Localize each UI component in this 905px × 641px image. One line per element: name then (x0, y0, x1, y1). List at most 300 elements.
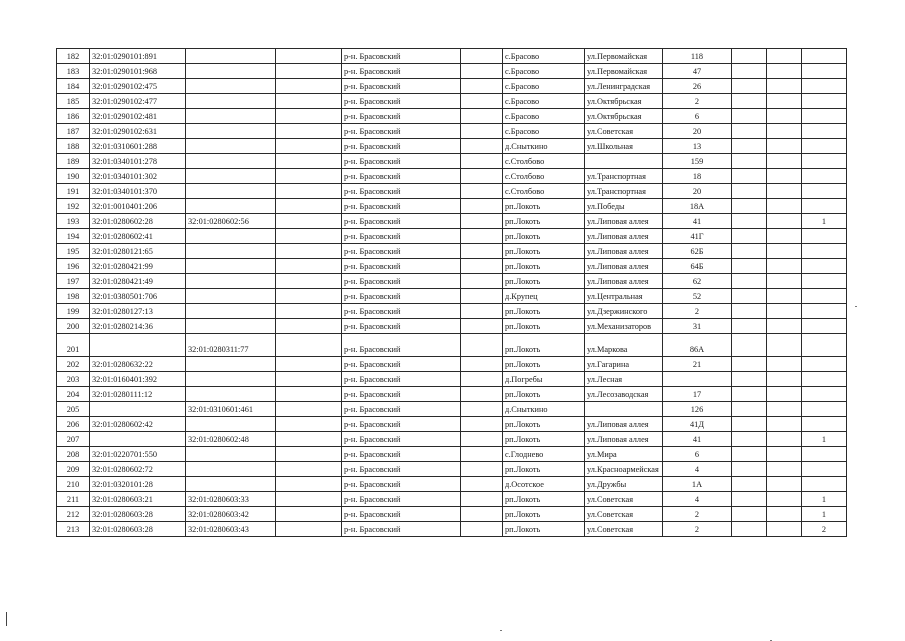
street: ул.Липовая аллея (585, 417, 663, 432)
empty-cell (276, 214, 342, 229)
settlement: д.Осотское (503, 477, 585, 492)
district: р-н. Брасовский (342, 199, 461, 214)
empty-cell (732, 304, 767, 319)
street: ул.Механизаторов (585, 319, 663, 334)
empty-cell (732, 402, 767, 417)
table-row (57, 522, 847, 537)
district: р-н. Брасовский (342, 184, 461, 199)
empty-cell (461, 139, 503, 154)
settlement: рп.Локоть (503, 229, 585, 244)
street: ул.Ленинградская (585, 79, 663, 94)
row-number: 211 (57, 492, 90, 507)
row-number: 202 (57, 357, 90, 372)
street: ул.Маркова (585, 334, 663, 357)
share-count (802, 124, 847, 139)
empty-cell (276, 64, 342, 79)
row-number: 183 (57, 64, 90, 79)
share-count (802, 244, 847, 259)
empty-cell (461, 357, 503, 372)
settlement: д.Сныткино (503, 402, 585, 417)
empty-cell (732, 79, 767, 94)
empty-cell (767, 402, 802, 417)
related-cadastral-number (186, 79, 276, 94)
empty-cell (461, 94, 503, 109)
empty-cell (732, 477, 767, 492)
empty-cell (767, 199, 802, 214)
house-number: 41 (663, 214, 732, 229)
share-count (802, 304, 847, 319)
related-cadastral-number (186, 259, 276, 274)
settlement: с.Столбово (503, 154, 585, 169)
cadastral-number: 32:01:0380501:706 (90, 289, 186, 304)
share-count (802, 387, 847, 402)
cadastral-number: 32:01:0280111:12 (90, 387, 186, 402)
related-cadastral-number: 32:01:0280603:43 (186, 522, 276, 537)
house-number: 41 (663, 432, 732, 447)
empty-cell (276, 154, 342, 169)
table-row (57, 49, 847, 64)
table-row (57, 372, 847, 387)
settlement: рп.Локоть (503, 199, 585, 214)
empty-cell (276, 274, 342, 289)
street: ул.Октябрьская (585, 94, 663, 109)
related-cadastral-number (186, 357, 276, 372)
document-sheet (56, 48, 846, 537)
cadastral-number: 32:01:0280603:28 (90, 507, 186, 522)
empty-cell (767, 477, 802, 492)
row-number: 184 (57, 79, 90, 94)
table-row (57, 124, 847, 139)
settlement: рп.Локоть (503, 334, 585, 357)
empty-cell (767, 417, 802, 432)
table-row (57, 357, 847, 372)
share-count (802, 64, 847, 79)
district: р-н. Брасовский (342, 387, 461, 402)
empty-cell (767, 289, 802, 304)
empty-cell (276, 357, 342, 372)
row-number: 205 (57, 402, 90, 417)
street: ул.Мира (585, 447, 663, 462)
share-count (802, 334, 847, 357)
house-number: 17 (663, 387, 732, 402)
district: р-н. Брасовский (342, 49, 461, 64)
house-number: 118 (663, 49, 732, 64)
related-cadastral-number (186, 94, 276, 109)
house-number: 62 (663, 274, 732, 289)
empty-cell (276, 477, 342, 492)
empty-cell (461, 49, 503, 64)
settlement: рп.Локоть (503, 274, 585, 289)
empty-cell (767, 184, 802, 199)
margin-mark (6, 612, 7, 626)
empty-cell (461, 319, 503, 334)
district: р-н. Брасовский (342, 109, 461, 124)
row-number: 210 (57, 477, 90, 492)
empty-cell (732, 522, 767, 537)
row-number: 182 (57, 49, 90, 64)
share-count (802, 259, 847, 274)
empty-cell (461, 79, 503, 94)
settlement: с.Брасово (503, 124, 585, 139)
district: р-н. Брасовский (342, 477, 461, 492)
settlement: с.Брасово (503, 94, 585, 109)
empty-cell (461, 214, 503, 229)
table-row (57, 169, 847, 184)
empty-cell (276, 199, 342, 214)
district: р-н. Брасовский (342, 139, 461, 154)
empty-cell (767, 124, 802, 139)
house-number: 13 (663, 139, 732, 154)
empty-cell (461, 402, 503, 417)
district: р-н. Брасовский (342, 372, 461, 387)
empty-cell (461, 432, 503, 447)
table-row (57, 492, 847, 507)
empty-cell (767, 522, 802, 537)
table-row (57, 79, 847, 94)
table-row (57, 184, 847, 199)
related-cadastral-number (186, 64, 276, 79)
district: р-н. Брасовский (342, 357, 461, 372)
related-cadastral-number (186, 184, 276, 199)
cadastral-number: 32:01:0290102:481 (90, 109, 186, 124)
empty-cell (732, 372, 767, 387)
empty-cell (732, 199, 767, 214)
street (585, 402, 663, 417)
cadastral-number: 32:01:0280603:28 (90, 522, 186, 537)
empty-cell (461, 447, 503, 462)
house-number: 21 (663, 357, 732, 372)
district: р-н. Брасовский (342, 402, 461, 417)
row-number: 203 (57, 372, 90, 387)
settlement: д.Сныткино (503, 139, 585, 154)
row-number: 185 (57, 94, 90, 109)
house-number: 20 (663, 124, 732, 139)
row-number: 194 (57, 229, 90, 244)
house-number: 20 (663, 184, 732, 199)
property-table (56, 48, 847, 537)
share-count (802, 372, 847, 387)
house-number: 31 (663, 319, 732, 334)
street: ул.Липовая аллея (585, 244, 663, 259)
settlement: с.Столбово (503, 169, 585, 184)
empty-cell (732, 274, 767, 289)
table-row (57, 229, 847, 244)
street: ул.Советская (585, 492, 663, 507)
settlement: рп.Локоть (503, 507, 585, 522)
empty-cell (461, 274, 503, 289)
share-count (802, 169, 847, 184)
cadastral-number: 32:01:0290102:475 (90, 79, 186, 94)
settlement: д.Крупец (503, 289, 585, 304)
empty-cell (276, 492, 342, 507)
row-number: 207 (57, 432, 90, 447)
district: р-н. Брасовский (342, 522, 461, 537)
empty-cell (276, 417, 342, 432)
row-number: 201 (57, 334, 90, 357)
row-number: 212 (57, 507, 90, 522)
settlement: д.Погребы (503, 372, 585, 387)
empty-cell (767, 447, 802, 462)
district: р-н. Брасовский (342, 94, 461, 109)
row-number: 190 (57, 169, 90, 184)
settlement: рп.Локоть (503, 387, 585, 402)
empty-cell (767, 334, 802, 357)
table-row (57, 274, 847, 289)
empty-cell (461, 492, 503, 507)
row-number: 191 (57, 184, 90, 199)
table-row (57, 417, 847, 432)
house-number: 4 (663, 462, 732, 477)
settlement: рп.Локоть (503, 357, 585, 372)
empty-cell (732, 289, 767, 304)
share-count (802, 289, 847, 304)
share-count: 1 (802, 214, 847, 229)
empty-cell (767, 274, 802, 289)
empty-cell (767, 492, 802, 507)
district: р-н. Брасовский (342, 259, 461, 274)
empty-cell (276, 304, 342, 319)
scan-speck (500, 630, 502, 631)
house-number: 1А (663, 477, 732, 492)
related-cadastral-number (186, 387, 276, 402)
empty-cell (732, 417, 767, 432)
related-cadastral-number (186, 139, 276, 154)
cadastral-number: 32:01:0280602:72 (90, 462, 186, 477)
cadastral-number: 32:01:0280632:22 (90, 357, 186, 372)
table-row (57, 402, 847, 417)
table-row (57, 477, 847, 492)
cadastral-number: 32:01:0010401:206 (90, 199, 186, 214)
district: р-н. Брасовский (342, 274, 461, 289)
street (585, 154, 663, 169)
settlement: рп.Локоть (503, 462, 585, 477)
empty-cell (461, 244, 503, 259)
cadastral-number (90, 334, 186, 357)
empty-cell (461, 289, 503, 304)
empty-cell (461, 304, 503, 319)
table-row (57, 244, 847, 259)
district: р-н. Брасовский (342, 507, 461, 522)
table-row (57, 319, 847, 334)
empty-cell (276, 462, 342, 477)
table-row (57, 199, 847, 214)
empty-cell (767, 432, 802, 447)
empty-cell (767, 154, 802, 169)
district: р-н. Брасовский (342, 432, 461, 447)
related-cadastral-number (186, 169, 276, 184)
street: ул.Липовая аллея (585, 259, 663, 274)
street: ул.Центральная (585, 289, 663, 304)
street: ул.Липовая аллея (585, 432, 663, 447)
district: р-н. Брасовский (342, 244, 461, 259)
settlement: рп.Локоть (503, 522, 585, 537)
empty-cell (461, 124, 503, 139)
settlement: рп.Локоть (503, 492, 585, 507)
table-row (57, 109, 847, 124)
related-cadastral-number (186, 417, 276, 432)
related-cadastral-number (186, 319, 276, 334)
empty-cell (732, 319, 767, 334)
related-cadastral-number (186, 462, 276, 477)
street: ул.Липовая аллея (585, 274, 663, 289)
empty-cell (732, 447, 767, 462)
table-row (57, 334, 847, 357)
share-count (802, 49, 847, 64)
cadastral-number: 32:01:0340101:278 (90, 154, 186, 169)
row-number: 196 (57, 259, 90, 274)
empty-cell (276, 49, 342, 64)
table-row (57, 507, 847, 522)
street: ул.Лесозаводская (585, 387, 663, 402)
related-cadastral-number (186, 109, 276, 124)
empty-cell (767, 49, 802, 64)
related-cadastral-number (186, 154, 276, 169)
house-number: 159 (663, 154, 732, 169)
empty-cell (767, 259, 802, 274)
related-cadastral-number (186, 244, 276, 259)
empty-cell (732, 94, 767, 109)
cadastral-number: 32:01:0290101:891 (90, 49, 186, 64)
empty-cell (732, 229, 767, 244)
district: р-н. Брасовский (342, 214, 461, 229)
empty-cell (732, 387, 767, 402)
settlement: с.Брасово (503, 64, 585, 79)
empty-cell (767, 304, 802, 319)
empty-cell (461, 522, 503, 537)
district: р-н. Брасовский (342, 124, 461, 139)
table-row (57, 304, 847, 319)
district: р-н. Брасовский (342, 492, 461, 507)
street: ул.Гагарина (585, 357, 663, 372)
street: ул.Лесная (585, 372, 663, 387)
cadastral-number: 32:01:0220701:550 (90, 447, 186, 462)
settlement: рп.Локоть (503, 259, 585, 274)
empty-cell (276, 522, 342, 537)
empty-cell (732, 214, 767, 229)
row-number: 208 (57, 447, 90, 462)
empty-cell (767, 387, 802, 402)
share-count (802, 274, 847, 289)
empty-cell (732, 357, 767, 372)
share-count: 1 (802, 432, 847, 447)
street: ул.Октябрьская (585, 109, 663, 124)
empty-cell (461, 154, 503, 169)
empty-cell (767, 214, 802, 229)
table-row (57, 289, 847, 304)
empty-cell (767, 319, 802, 334)
empty-cell (732, 64, 767, 79)
empty-cell (276, 372, 342, 387)
related-cadastral-number (186, 49, 276, 64)
empty-cell (767, 244, 802, 259)
row-number: 187 (57, 124, 90, 139)
related-cadastral-number (186, 274, 276, 289)
table-body (57, 49, 847, 537)
district: р-н. Брасовский (342, 462, 461, 477)
street: ул.Советская (585, 124, 663, 139)
house-number: 18 (663, 169, 732, 184)
empty-cell (276, 387, 342, 402)
empty-cell (767, 64, 802, 79)
row-number: 206 (57, 417, 90, 432)
empty-cell (276, 244, 342, 259)
settlement: рп.Локоть (503, 432, 585, 447)
settlement: рп.Локоть (503, 214, 585, 229)
empty-cell (732, 259, 767, 274)
empty-cell (276, 124, 342, 139)
house-number: 26 (663, 79, 732, 94)
table-row (57, 462, 847, 477)
empty-cell (732, 432, 767, 447)
empty-cell (767, 79, 802, 94)
row-number: 193 (57, 214, 90, 229)
empty-cell (276, 259, 342, 274)
row-number: 199 (57, 304, 90, 319)
empty-cell (732, 154, 767, 169)
cadastral-number: 32:01:0280121:65 (90, 244, 186, 259)
empty-cell (461, 199, 503, 214)
cadastral-number: 32:01:0290102:631 (90, 124, 186, 139)
empty-cell (276, 169, 342, 184)
empty-cell (732, 184, 767, 199)
settlement: рп.Локоть (503, 244, 585, 259)
row-number: 213 (57, 522, 90, 537)
related-cadastral-number: 32:01:0280602:48 (186, 432, 276, 447)
share-count: 1 (802, 492, 847, 507)
empty-cell (767, 357, 802, 372)
row-number: 195 (57, 244, 90, 259)
scan-speck (855, 306, 857, 307)
cadastral-number: 32:01:0280602:28 (90, 214, 186, 229)
house-number: 47 (663, 64, 732, 79)
empty-cell (276, 402, 342, 417)
related-cadastral-number (186, 199, 276, 214)
row-number: 186 (57, 109, 90, 124)
empty-cell (767, 462, 802, 477)
related-cadastral-number (186, 229, 276, 244)
empty-cell (732, 334, 767, 357)
row-number: 197 (57, 274, 90, 289)
house-number: 62Б (663, 244, 732, 259)
share-count (802, 319, 847, 334)
empty-cell (732, 169, 767, 184)
table-row (57, 432, 847, 447)
street: ул.Первомайская (585, 64, 663, 79)
district: р-н. Брасовский (342, 289, 461, 304)
empty-cell (732, 244, 767, 259)
share-count (802, 229, 847, 244)
empty-cell (461, 477, 503, 492)
empty-cell (276, 94, 342, 109)
street: ул.Первомайская (585, 49, 663, 64)
house-number (663, 372, 732, 387)
share-count (802, 447, 847, 462)
empty-cell (276, 319, 342, 334)
empty-cell (767, 507, 802, 522)
row-number: 209 (57, 462, 90, 477)
house-number: 2 (663, 304, 732, 319)
cadastral-number: 32:01:0320101:28 (90, 477, 186, 492)
row-number: 200 (57, 319, 90, 334)
house-number: 2 (663, 522, 732, 537)
house-number: 6 (663, 109, 732, 124)
cadastral-number: 32:01:0340101:370 (90, 184, 186, 199)
empty-cell (732, 507, 767, 522)
related-cadastral-number (186, 477, 276, 492)
related-cadastral-number (186, 447, 276, 462)
empty-cell (461, 387, 503, 402)
empty-cell (276, 109, 342, 124)
